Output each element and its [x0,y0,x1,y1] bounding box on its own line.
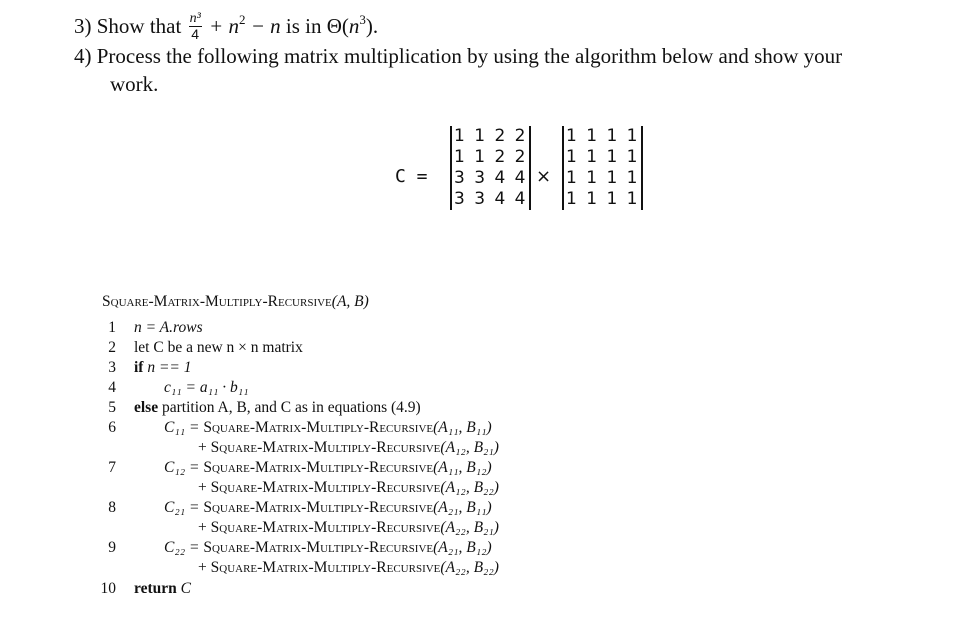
line-number: 3 [108,359,116,376]
problem-3-exp: 2 [238,12,246,27]
recursive-call: Square-Matrix-Multiply-Recursive [210,559,441,576]
recursive-call: Square-Matrix-Multiply-Recursive [210,519,441,536]
line-continuation [198,558,499,578]
problem-3-term-c: is in Θ( [280,14,349,38]
recursive-call: Square-Matrix-Multiply-Recursive [203,499,434,516]
problem-4-line1: Process the following matrix multiplication by using the algorithm below and show your [96,44,843,68]
assign-lhs: C₂₁ = [164,499,200,516]
matrix-b [562,126,643,210]
problem-3-term-d: n [348,14,360,38]
problem-3-term-a: + n [209,14,239,38]
line-content [134,579,191,599]
plus-sign: + [198,519,207,536]
line-number: 6 [108,419,116,436]
recursive-call: Square-Matrix-Multiply-Recursive [210,479,441,496]
line-number: 7 [108,459,116,476]
matrix-a-row: 1 1 2 2 [454,126,528,146]
matrix-b-row: 1 1 1 1 [566,189,640,209]
line-number: 9 [108,539,116,556]
problem-3 [74,7,378,43]
line-text: c₁₁ = a₁₁ · b₁₁ [164,379,249,396]
matrix-b-row: 1 1 1 1 [566,147,640,167]
call-args: (A₂₁, B₁₂) [433,539,492,556]
assign-lhs: C₂₂ = [164,539,200,556]
line-number: 10 [100,580,116,597]
line-text: n == 1 [143,359,192,376]
problem-3-number: 3) [74,14,92,38]
recursive-call: Square-Matrix-Multiply-Recursive [203,539,434,556]
plus-sign: + [198,439,207,456]
line-number: 2 [108,339,116,356]
assign-lhs: C₁₂ = [164,459,200,476]
recursive-call: Square-Matrix-Multiply-Recursive [210,439,441,456]
problem-3-term-b: − n [250,14,281,38]
recursive-call: Square-Matrix-Multiply-Recursive [203,419,434,436]
line-content [134,358,192,378]
line-number: 4 [108,379,116,396]
matrix-a-row: 3 3 4 4 [454,168,528,188]
keyword-if: if [134,359,144,376]
line-text: n = A.rows [134,319,203,336]
call-args: (A₁₂, B₂₁) [440,439,499,456]
fraction [189,12,202,41]
algorithm-args: (A, B) [331,293,369,310]
line-continuation [198,518,499,538]
matrix-a-row: 3 3 4 4 [454,189,528,209]
line-text: C [176,580,191,597]
line-content [164,498,492,518]
fraction-numerator: n³ [189,10,201,26]
problem-3-exp2: 3 [359,12,366,27]
problem-3-prefix: Show that [96,14,182,38]
line-number: 1 [108,319,116,336]
recursive-call: Square-Matrix-Multiply-Recursive [203,459,434,476]
call-args: (A₁₁, B₁₁) [433,419,492,436]
call-args: (A₁₁, B₁₂) [433,459,492,476]
keyword-else: else [134,399,159,416]
problem-4-line2: work. [110,72,159,96]
line-text: let C be a new n × n matrix [134,339,303,356]
equation-lhs: C = [395,166,428,187]
algorithm-title [102,292,369,312]
line-content [134,398,421,418]
algorithm-name: Square-Matrix-Multiply-Recursive [102,293,332,310]
line-content [164,538,492,558]
matrix-a-row: 1 1 2 2 [454,147,528,167]
times-symbol: × [536,166,552,187]
problem-4-number: 4) [74,44,92,68]
line-content [164,418,492,438]
fraction-denominator: 4 [191,25,200,42]
plus-sign: + [198,479,207,496]
matrix-b-row: 1 1 1 1 [566,168,640,188]
call-args: (A₂₂, B₂₁) [440,519,499,536]
plus-sign: + [198,559,207,576]
call-args: (A₂₂, B₂₂) [440,559,499,576]
call-args: (A₁₂, B₂₂) [440,479,499,496]
keyword-return: return [134,580,177,597]
line-number: 8 [108,499,116,516]
matrix-b-row: 1 1 1 1 [566,126,640,146]
problem-3-term-e: ). [365,14,379,38]
line-text: partition A, B, and C as in equations (4.9) [158,399,421,416]
line-continuation [198,438,499,458]
matrix-a [450,126,531,210]
assign-lhs: C₁₁ = [164,419,200,436]
problem-4 [74,43,842,69]
line-continuation [198,478,499,498]
line-number: 5 [108,399,116,416]
line-content [164,458,492,478]
call-args: (A₂₁, B₁₁) [433,499,492,516]
